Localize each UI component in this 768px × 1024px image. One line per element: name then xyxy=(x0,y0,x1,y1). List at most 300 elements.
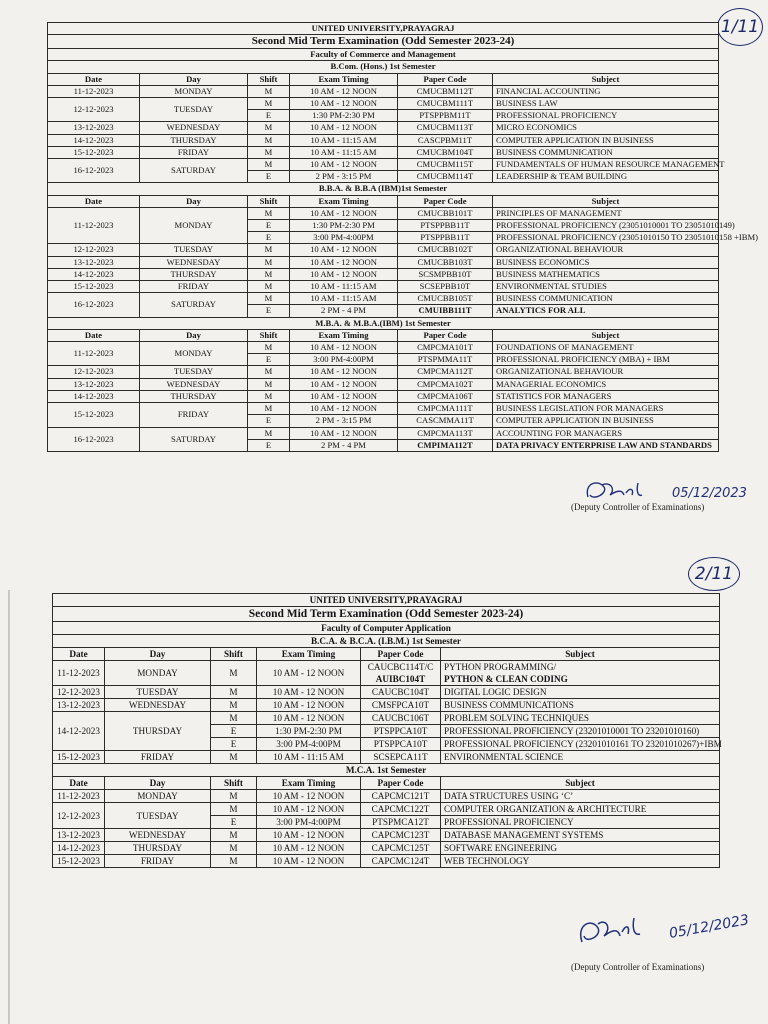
subject-text: MICRO ECONOMICS xyxy=(496,122,577,133)
subject-text: FINANCIAL ACCOUNTING xyxy=(496,85,601,96)
subject-cell xyxy=(493,403,719,415)
table-row xyxy=(53,803,720,816)
table-row xyxy=(53,699,720,712)
paper-code-cell xyxy=(398,159,493,171)
paper-code-cell xyxy=(398,110,493,122)
exam-timing-cell: 10 AM - 12 NOON xyxy=(290,268,398,280)
table-row xyxy=(53,712,720,725)
column-header-date: Date xyxy=(48,329,140,341)
paper-code-cell xyxy=(398,354,493,366)
paper-code-cell xyxy=(398,415,493,427)
column-header-day: Day xyxy=(105,777,211,790)
exam-timing-cell: 1:30 PM-2:30 PM xyxy=(290,220,398,232)
table-row xyxy=(48,281,719,293)
section-title-text: B.B.A. & B.B.A (IBM)1st Semester xyxy=(48,183,719,195)
shift-cell: E xyxy=(248,439,290,451)
exam-timing-cell: 10 AM - 12 NOON xyxy=(290,207,398,219)
shift-cell: E xyxy=(248,171,290,183)
paper-code-cell xyxy=(361,738,441,751)
column-header-subject: Subject xyxy=(441,777,720,790)
table-row xyxy=(53,855,720,868)
shift-cell: M xyxy=(211,842,257,855)
paper-code-text: CMUIBB111T xyxy=(418,305,472,316)
paper-code-text: PTSPMCA12T xyxy=(372,817,429,827)
table-row xyxy=(48,342,719,354)
paper-code-text: CMUCBM111T xyxy=(416,98,474,109)
paper-code-text: CMSFPCA10T xyxy=(371,700,430,710)
shift-cell: M xyxy=(248,366,290,378)
column-header-subject: Subject xyxy=(493,73,719,85)
column-header-code: Paper Code xyxy=(361,648,441,661)
paper-code-cell xyxy=(398,268,493,280)
subject-cell xyxy=(493,146,719,158)
section-title xyxy=(48,183,719,195)
subject-cell xyxy=(441,816,720,829)
day-cell: FRIDAY xyxy=(105,751,211,764)
faculty-name xyxy=(48,49,719,61)
shift-cell: M xyxy=(248,207,290,219)
shift-cell: E xyxy=(248,305,290,317)
shift-cell: M xyxy=(248,98,290,110)
subject-text: PRINCIPLES OF MANAGEMENT xyxy=(496,207,622,218)
column-header-day: Day xyxy=(140,73,248,85)
table-row xyxy=(48,85,719,97)
section-title xyxy=(48,61,719,73)
date-cell: 16-12-2023 xyxy=(48,159,140,183)
shift-cell: M xyxy=(211,855,257,868)
date-cell: 14-12-2023 xyxy=(48,134,140,146)
subject-alt-text: PYTHON & CLEAN CODING xyxy=(444,674,568,684)
paper-code-text: CMUCBB103T xyxy=(417,256,473,267)
date-cell: 13-12-2023 xyxy=(48,378,140,390)
subject-cell xyxy=(441,661,720,686)
date-cell: 14-12-2023 xyxy=(53,712,105,751)
paper-code-cell xyxy=(398,207,493,219)
paper-code-text: PTSPPCA10T xyxy=(373,739,428,749)
datesheet-commerce-management xyxy=(47,22,758,452)
subject-cell xyxy=(493,122,719,134)
shift-cell: M xyxy=(248,427,290,439)
exam-timing-cell: 10 AM - 12 NOON xyxy=(257,829,361,842)
column-header-time: Exam Timing xyxy=(290,329,398,341)
paper-code-cell xyxy=(398,403,493,415)
shift-cell: M xyxy=(211,699,257,712)
paper-code-text: CMUCBB105T xyxy=(417,293,473,304)
subject-text: BUSINESS LAW xyxy=(496,98,558,109)
paper-code-cell xyxy=(361,712,441,725)
subject-cell xyxy=(441,725,720,738)
table-row xyxy=(48,256,719,268)
subject-text: COMPUTER APPLICATION IN BUSINESS xyxy=(496,134,654,145)
paper-code-cell xyxy=(398,220,493,232)
subject-text: ENVIRONMENTAL SCIENCE xyxy=(444,752,564,762)
subject-text: BUSINESS ECONOMICS xyxy=(496,256,590,267)
subject-text: PROFESSIONAL PROFICIENCY (23051010001 TO 23051010149) xyxy=(496,220,735,231)
table-row xyxy=(53,790,720,803)
subject-text: BUSINESS MATHEMATICS xyxy=(496,268,600,279)
paper-code-text: CASCPBM11T xyxy=(417,134,473,145)
table-row xyxy=(48,378,719,390)
subject-text: PROFESSIONAL PROFICIENCY xyxy=(496,110,618,121)
signer-caption-1: (Deputy Controller of Examinations) xyxy=(571,502,705,512)
paper-code-cell xyxy=(398,244,493,256)
paper-code-text: CAUCBC104T xyxy=(371,687,430,697)
paper-code-cell xyxy=(398,427,493,439)
table-row xyxy=(48,390,719,402)
date-cell: 12-12-2023 xyxy=(48,98,140,122)
faculty-name-text: Faculty of Computer Application xyxy=(53,622,720,635)
date-cell: 14-12-2023 xyxy=(48,390,140,402)
day-cell: SATURDAY xyxy=(140,427,248,451)
subject-text: FOUNDATIONS OF MANAGEMENT xyxy=(496,342,634,353)
date-cell: 13-12-2023 xyxy=(48,122,140,134)
shift-cell: M xyxy=(248,342,290,354)
faculty-name xyxy=(53,622,720,635)
subject-cell xyxy=(493,244,719,256)
column-header-subject: Subject xyxy=(493,195,719,207)
exam-timing-cell: 10 AM - 12 NOON xyxy=(290,342,398,354)
subject-cell xyxy=(493,366,719,378)
table-row xyxy=(48,146,719,158)
subject-cell xyxy=(493,293,719,305)
paper-code-cell xyxy=(398,366,493,378)
subject-cell xyxy=(441,699,720,712)
column-header-shift: Shift xyxy=(248,329,290,341)
column-header-date: Date xyxy=(53,648,105,661)
day-cell: WEDNESDAY xyxy=(140,256,248,268)
subject-cell xyxy=(493,134,719,146)
column-header-row xyxy=(48,195,719,207)
paper-code-text: PTSPPBM11T xyxy=(419,110,471,121)
date-cell: 13-12-2023 xyxy=(53,829,105,842)
page-number-mark-1: 1/11 xyxy=(717,8,763,46)
subject-cell xyxy=(493,159,725,171)
subject-text: ORGANIZATIONAL BEHAVIOUR xyxy=(496,244,624,255)
shift-cell: M xyxy=(248,281,290,293)
subject-cell xyxy=(493,390,719,402)
shift-cell: M xyxy=(248,403,290,415)
date-cell: 12-12-2023 xyxy=(53,803,105,829)
paper-code-text: CMPCMA102T xyxy=(417,378,473,389)
exam-timing-cell: 10 AM - 12 NOON xyxy=(257,712,361,725)
subject-cell xyxy=(441,751,720,764)
university-name xyxy=(53,594,720,607)
paper-code-cell xyxy=(361,803,441,816)
page-number-mark-2: 2/11 xyxy=(688,557,740,591)
shift-cell: M xyxy=(248,293,290,305)
exam-timing-cell: 2 PM - 3:15 PM xyxy=(290,171,398,183)
subject-text: BUSINESS COMMUNICATION xyxy=(496,293,613,304)
subject-cell xyxy=(493,85,719,97)
subject-cell xyxy=(441,855,720,868)
day-cell: TUESDAY xyxy=(140,366,248,378)
day-cell: FRIDAY xyxy=(140,146,248,158)
shift-cell: M xyxy=(248,268,290,280)
shift-cell: M xyxy=(211,751,257,764)
date-cell: 14-12-2023 xyxy=(53,842,105,855)
paper-code-cell xyxy=(398,134,493,146)
column-header-row xyxy=(53,777,720,790)
subject-cell xyxy=(441,803,720,816)
exam-table-2 xyxy=(52,593,720,868)
paper-code-text: PTSPMMA11T xyxy=(417,354,473,365)
column-header-day: Day xyxy=(105,648,211,661)
subject-cell xyxy=(493,171,719,183)
subject-cell xyxy=(493,378,719,390)
subject-text: COMPUTER APPLICATION IN BUSINESS xyxy=(496,415,654,426)
day-cell: MONDAY xyxy=(140,207,248,244)
day-cell: TUESDAY xyxy=(105,803,211,829)
exam-timing-cell: 10 AM - 12 NOON xyxy=(257,699,361,712)
date-cell: 15-12-2023 xyxy=(53,751,105,764)
exam-timing-cell: 10 AM - 12 NOON xyxy=(257,842,361,855)
shift-cell: M xyxy=(248,390,290,402)
subject-cell xyxy=(493,305,719,317)
signature-date-2: 05/12/2023 xyxy=(667,912,751,942)
column-header-shift: Shift xyxy=(211,648,257,661)
day-cell: THURSDAY xyxy=(140,134,248,146)
paper-code-cell xyxy=(361,842,441,855)
paper-code-text: CMUCBB101T xyxy=(417,207,473,218)
shift-cell: M xyxy=(248,85,290,97)
subject-cell xyxy=(493,110,719,122)
paper-code-text: CMPIMA112T xyxy=(417,439,473,450)
paper-code-text: CMPCMA101T xyxy=(417,342,473,353)
shift-cell: M xyxy=(248,146,290,158)
shift-cell: M xyxy=(248,378,290,390)
table-row xyxy=(53,686,720,699)
day-cell: MONDAY xyxy=(140,85,248,97)
subject-text: PROFESSIONAL PROFICIENCY (23201010161 TO 23201010267)+IBM xyxy=(444,739,722,749)
date-cell: 11-12-2023 xyxy=(48,342,140,366)
column-header-time: Exam Timing xyxy=(257,648,361,661)
exam-timing-cell: 10 AM - 12 NOON xyxy=(257,686,361,699)
column-header-shift: Shift xyxy=(211,777,257,790)
exam-timing-cell: 10 AM - 11:15 AM xyxy=(290,146,398,158)
exam-timing-cell: 10 AM - 12 NOON xyxy=(257,803,361,816)
day-cell: WEDNESDAY xyxy=(105,829,211,842)
exam-table-1 xyxy=(47,22,758,452)
signature-2 xyxy=(572,908,752,963)
exam-title-text: Second Mid Term Examination (Odd Semester 2023-24) xyxy=(48,35,719,49)
exam-timing-cell: 10 AM - 12 NOON xyxy=(257,661,361,686)
section-title xyxy=(48,317,719,329)
date-cell: 11-12-2023 xyxy=(53,661,105,686)
column-header-time: Exam Timing xyxy=(290,73,398,85)
exam-timing-cell: 2 PM - 4 PM xyxy=(290,305,398,317)
column-header-date: Date xyxy=(48,195,140,207)
paper-code-cell xyxy=(398,281,493,293)
subject-cell xyxy=(441,842,720,855)
column-header-shift: Shift xyxy=(248,195,290,207)
column-header-code: Paper Code xyxy=(398,73,493,85)
university-name-text: UNITED UNIVERSITY,PRAYAGRAJ xyxy=(48,23,719,35)
paper-code-cell xyxy=(398,342,493,354)
column-header-code: Paper Code xyxy=(398,195,493,207)
paper-code-cell xyxy=(398,85,493,97)
date-cell: 13-12-2023 xyxy=(53,699,105,712)
date-cell: 11-12-2023 xyxy=(53,790,105,803)
column-header-day: Day xyxy=(140,329,248,341)
date-cell: 12-12-2023 xyxy=(48,244,140,256)
subject-text: STATISTICS FOR MANAGERS xyxy=(496,390,612,401)
column-header-code: Paper Code xyxy=(398,329,493,341)
section-title xyxy=(53,635,720,648)
shift-cell: E xyxy=(248,110,290,122)
shift-cell: M xyxy=(248,256,290,268)
paper-code-cell xyxy=(361,699,441,712)
subject-cell xyxy=(493,354,719,366)
paper-code-text: CMPCMA112T xyxy=(417,366,473,377)
day-cell: MONDAY xyxy=(140,342,248,366)
paper-code-cell xyxy=(361,790,441,803)
subject-text: PROFESSIONAL PROFICIENCY (23201010001 TO 23201010160) xyxy=(444,726,700,736)
shift-cell: M xyxy=(211,661,257,686)
subject-text: PROFESSIONAL PROFICIENCY (MBA) + IBM xyxy=(496,354,670,365)
section-title-text: B.Com. (Hons.) 1st Semester xyxy=(48,61,719,73)
shift-cell: M xyxy=(211,712,257,725)
paper-code-text: CMUCBB102T xyxy=(417,244,473,255)
paper-code-text: CMUCBM113T xyxy=(416,122,474,133)
day-cell: MONDAY xyxy=(105,790,211,803)
date-cell: 16-12-2023 xyxy=(48,427,140,451)
paper-code-cell xyxy=(361,661,441,686)
paper-code-cell xyxy=(361,829,441,842)
date-cell: 15-12-2023 xyxy=(48,146,140,158)
paper-code-text: CAUCBC106T xyxy=(371,713,430,723)
shift-cell: M xyxy=(248,159,290,171)
day-cell: TUESDAY xyxy=(140,98,248,122)
subject-cell xyxy=(493,220,735,232)
exam-timing-cell: 10 AM - 11:15 AM xyxy=(257,751,361,764)
exam-timing-cell: 3:00 PM-4:00PM xyxy=(290,354,398,366)
exam-timing-cell: 10 AM - 12 NOON xyxy=(290,85,398,97)
subject-text: FUNDAMENTALS OF HUMAN RESOURCE MANAGEMENT xyxy=(496,159,725,170)
exam-timing-cell: 3:00 PM-4:00PM xyxy=(257,816,361,829)
paper-code-text: CMUCBM114T xyxy=(416,171,474,182)
table-row xyxy=(48,427,719,439)
paper-code-cell xyxy=(398,293,493,305)
day-cell: TUESDAY xyxy=(140,244,248,256)
shift-cell: E xyxy=(211,725,257,738)
subject-text: PROFESSIONAL PROFICIENCY xyxy=(444,817,574,827)
paper-code-cell xyxy=(361,855,441,868)
paper-code-text: CMUCBM115T xyxy=(416,159,474,170)
exam-timing-cell: 3:00 PM-4:00PM xyxy=(257,738,361,751)
paper-code-cell xyxy=(398,122,493,134)
subject-text: WEB TECHNOLOGY xyxy=(444,856,530,866)
subject-text: PROBLEM SOLVING TECHNIQUES xyxy=(444,713,589,723)
paper-code-cell xyxy=(361,816,441,829)
subject-cell xyxy=(493,98,719,110)
subject-cell xyxy=(493,207,719,219)
column-header-date: Date xyxy=(48,73,140,85)
paper-code-cell xyxy=(361,686,441,699)
subject-text: ORGANIZATIONAL BEHAVIOUR xyxy=(496,366,624,377)
signature-scribble-2 xyxy=(572,908,752,958)
exam-timing-cell: 1:30 PM-2:30 PM xyxy=(290,110,398,122)
subject-cell xyxy=(441,829,720,842)
exam-title xyxy=(48,35,719,49)
paper-code-text: CAPCMC125T xyxy=(371,843,430,853)
paper-code-text: CMUCBM112T xyxy=(416,85,474,96)
paper-code-text: PTSPPBB11T xyxy=(420,232,470,243)
exam-timing-cell: 3:00 PM-4:00PM xyxy=(290,232,398,244)
exam-timing-cell: 10 AM - 12 NOON xyxy=(290,403,398,415)
subject-text: LEADERSHIP & TEAM BUILDING xyxy=(496,171,628,182)
subject-cell xyxy=(493,342,719,354)
date-cell: 15-12-2023 xyxy=(48,281,140,293)
day-cell: SATURDAY xyxy=(140,293,248,317)
exam-timing-cell: 10 AM - 12 NOON xyxy=(290,98,398,110)
column-header-row xyxy=(53,648,720,661)
day-cell: FRIDAY xyxy=(140,403,248,427)
table-row xyxy=(48,403,719,415)
day-cell: SATURDAY xyxy=(140,159,248,183)
paper-code-text: CAPCMC124T xyxy=(371,856,430,866)
date-cell: 12-12-2023 xyxy=(53,686,105,699)
date-cell: 11-12-2023 xyxy=(48,207,140,244)
paper-code-cell xyxy=(398,146,493,158)
subject-cell xyxy=(493,268,719,280)
subject-text: BUSINESS COMMUNICATION xyxy=(496,146,613,157)
subject-text: ANALYTICS FOR ALL xyxy=(496,305,586,316)
paper-code-cell xyxy=(398,439,493,451)
paper-code-text: CAPCMC121T xyxy=(371,791,430,801)
shift-cell: M xyxy=(211,829,257,842)
paper-code-cell xyxy=(398,305,493,317)
table-row xyxy=(48,207,719,219)
exam-timing-cell: 10 AM - 12 NOON xyxy=(290,390,398,402)
paper-code-text: CAPCMC123T xyxy=(371,830,430,840)
paper-code-text: SCSMPBB10T xyxy=(418,268,472,279)
date-cell: 15-12-2023 xyxy=(48,403,140,427)
day-cell: MONDAY xyxy=(105,661,211,686)
day-cell: WEDNESDAY xyxy=(140,122,248,134)
subject-text: COMPUTER ORGANIZATION & ARCHITECTURE xyxy=(444,804,647,814)
day-cell: THURSDAY xyxy=(140,268,248,280)
exam-timing-cell: 10 AM - 12 NOON xyxy=(290,244,398,256)
table-row xyxy=(48,293,719,305)
signature-date-1: 05/12/2023 xyxy=(672,486,747,501)
day-cell: THURSDAY xyxy=(105,842,211,855)
paper-code-cell xyxy=(398,256,493,268)
table-row xyxy=(53,829,720,842)
column-header-day: Day xyxy=(140,195,248,207)
date-cell: 12-12-2023 xyxy=(48,366,140,378)
paper-code-cell xyxy=(361,751,441,764)
paper-code-text: SCSEPCA11T xyxy=(373,752,428,762)
subject-cell xyxy=(441,738,720,751)
subject-text: DATA STRUCTURES USING ‘C’ xyxy=(444,791,574,801)
paper-code-text: CMPCMA111T xyxy=(417,403,473,414)
subject-cell xyxy=(493,415,719,427)
column-header-subject: Subject xyxy=(493,329,719,341)
subject-cell xyxy=(441,712,720,725)
table-row xyxy=(53,842,720,855)
column-header-subject: Subject xyxy=(441,648,720,661)
shift-cell: M xyxy=(248,244,290,256)
university-name xyxy=(48,23,719,35)
paper-code-cell xyxy=(361,725,441,738)
exam-timing-cell: 10 AM - 12 NOON xyxy=(290,378,398,390)
section-title-text: B.C.A. & B.C.A. (I.B.M.) 1st Semester xyxy=(53,635,720,648)
paper-code-cell xyxy=(398,232,493,244)
day-cell: FRIDAY xyxy=(105,855,211,868)
table-row xyxy=(48,244,719,256)
exam-timing-cell: 10 AM - 12 NOON xyxy=(257,855,361,868)
subject-text: BUSINESS LEGISLATION FOR MANAGERS xyxy=(496,403,664,414)
